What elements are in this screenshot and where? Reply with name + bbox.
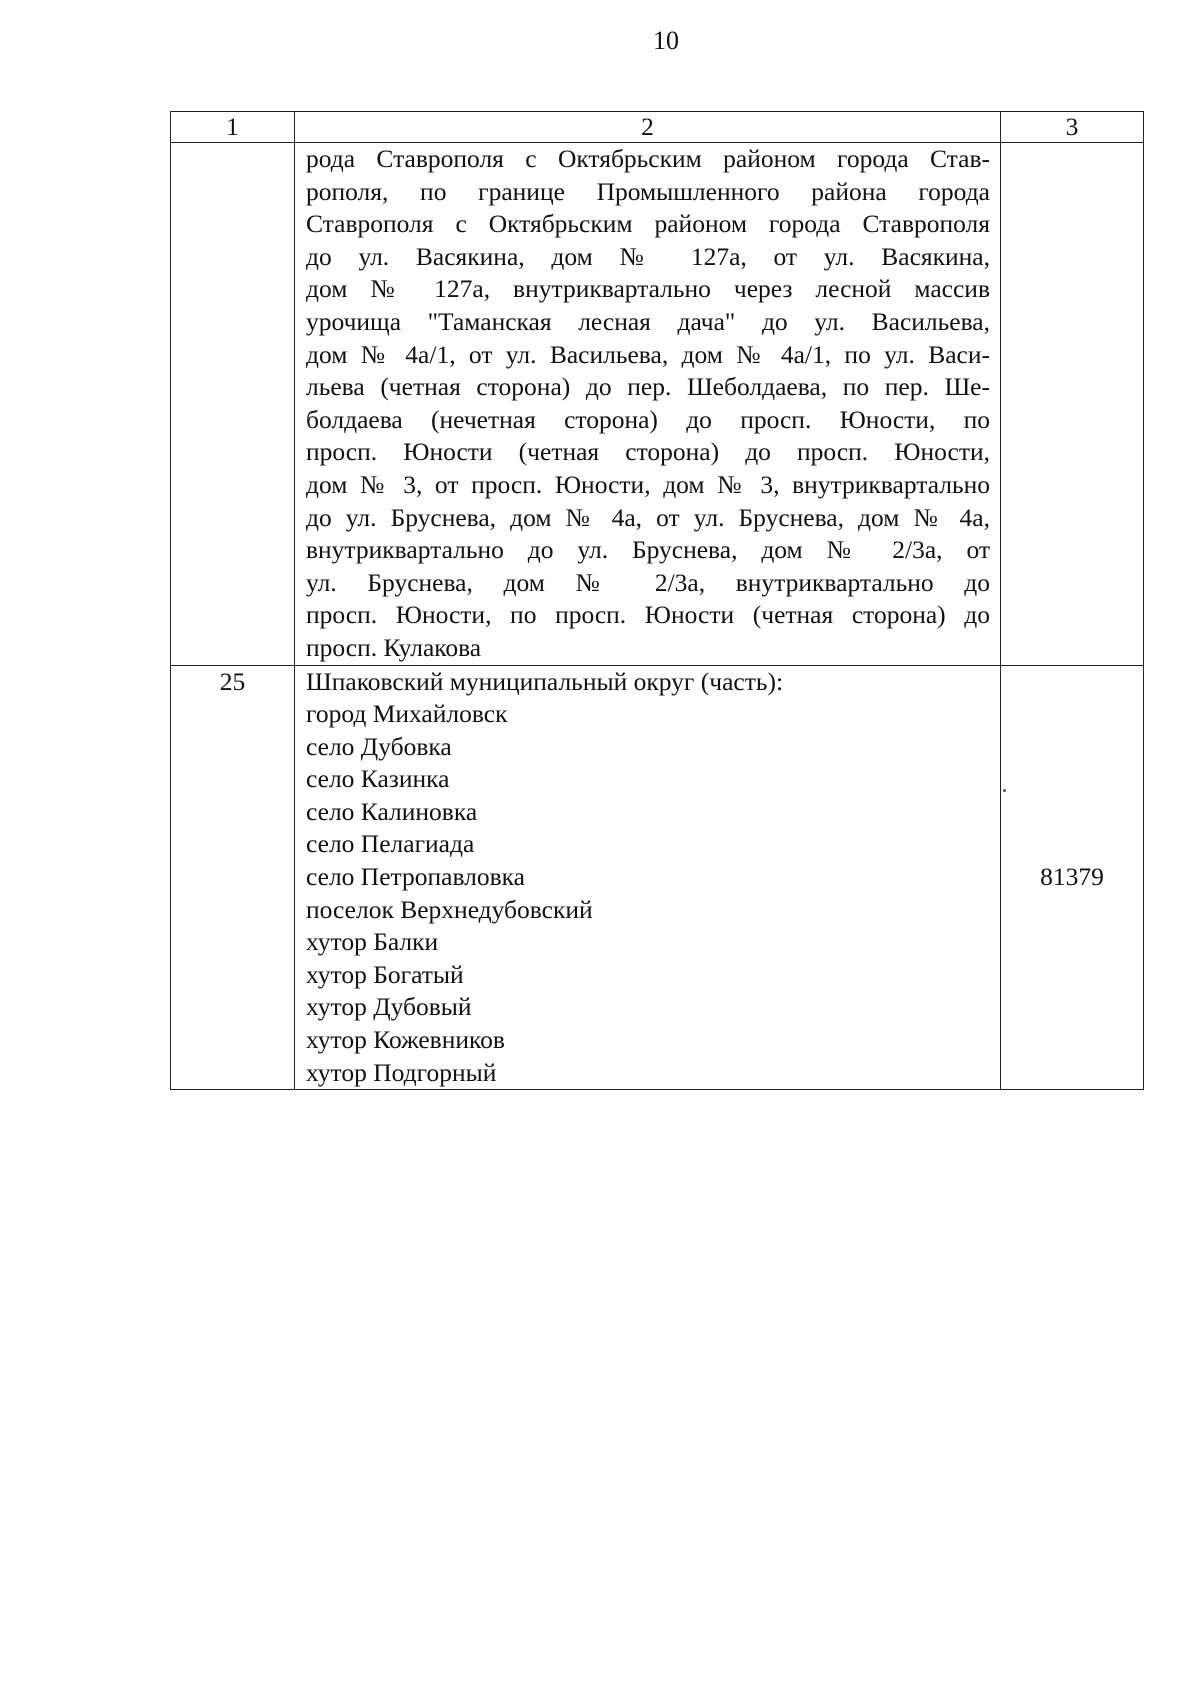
page-number: 10 (653, 26, 679, 55)
row-number-cell: 25 (171, 665, 295, 1090)
text-line: город Михайловск (306, 699, 508, 729)
text-line: ул. Бруснева, дом № 2/3а, внутриквартально до (306, 567, 990, 597)
text-line: рополя, по границе Промышленного района города (306, 176, 990, 206)
district-description-cell (295, 665, 1001, 1090)
text-line: до ул. Васякина, дом № 127а, от ул. Васякина, (306, 241, 990, 271)
text-line: поселок Верхнедубовский (306, 894, 593, 924)
text-line: до ул. Бруснева, дом № 4а, от ул. Бруснева, дом № 4а, (306, 502, 990, 532)
text-line: дом № 4а/1, от ул. Васильева, дом № 4а/1, по ул. Васи- (306, 339, 990, 369)
text-line: урочища "Таманская лесная дача" до ул. Васильева, (306, 306, 990, 336)
text-line: село Петропавловка (306, 862, 525, 892)
text-line: просп. Кулакова (306, 632, 482, 662)
text-line: хутор Кожевников (306, 1025, 505, 1055)
districts-table (170, 111, 1144, 1090)
text-line: село Калиновка (306, 796, 478, 826)
text-line: болдаева (нечетная сторона) до просп. Юности, по (306, 404, 990, 434)
table-header-row (171, 112, 1144, 143)
text-line: село Казинка (306, 764, 450, 794)
column-header-1: 1 (171, 112, 295, 143)
table-row-district-25 (171, 665, 1144, 1090)
column-header-3: 3 (1001, 112, 1144, 143)
population-cell: 81379 (1001, 665, 1144, 1090)
text-line: село Дубовка (306, 731, 452, 761)
text-line: хутор Балки (306, 927, 439, 957)
column-header-2: 2 (295, 112, 1001, 143)
district-description-cell (295, 143, 1001, 666)
population-cell (1001, 143, 1144, 666)
table-row-continuation (171, 143, 1144, 666)
text-line: хутор Дубовый (306, 992, 472, 1022)
text-line: Ставрополя с Октябрьским районом города Ставрополя (306, 209, 990, 239)
scan-artifact-dot (1003, 789, 1006, 792)
text-line: просп. Юности (четная сторона) до просп. Юности, (306, 437, 990, 467)
text-line: село Пелагиада (306, 829, 475, 859)
text-line: Шпаковский муниципальный округ (часть): (306, 666, 784, 696)
text-line: дом № 127а, внутриквартально через лесной массив (306, 274, 990, 304)
text-line: хутор Подгорный (306, 1057, 497, 1087)
text-line: льева (четная сторона) до пер. Шеболдаева, по пер. Ше- (306, 372, 990, 402)
row-number-cell (171, 143, 295, 666)
text-line: рода Ставрополя с Октябрьским районом города Став- (306, 144, 990, 173)
text-line: хутор Богатый (306, 959, 464, 989)
text-line: дом № 3, от просп. Юности, дом № 3, внутриквартально (306, 469, 990, 499)
settlement-list (295, 666, 1000, 1090)
text-line: просп. Юности, по просп. Юности (четная сторона) до (306, 600, 990, 630)
district-boundary-text (295, 143, 1000, 665)
text-line: внутриквартально до ул. Бруснева, дом № 2/3а, от (306, 535, 990, 565)
